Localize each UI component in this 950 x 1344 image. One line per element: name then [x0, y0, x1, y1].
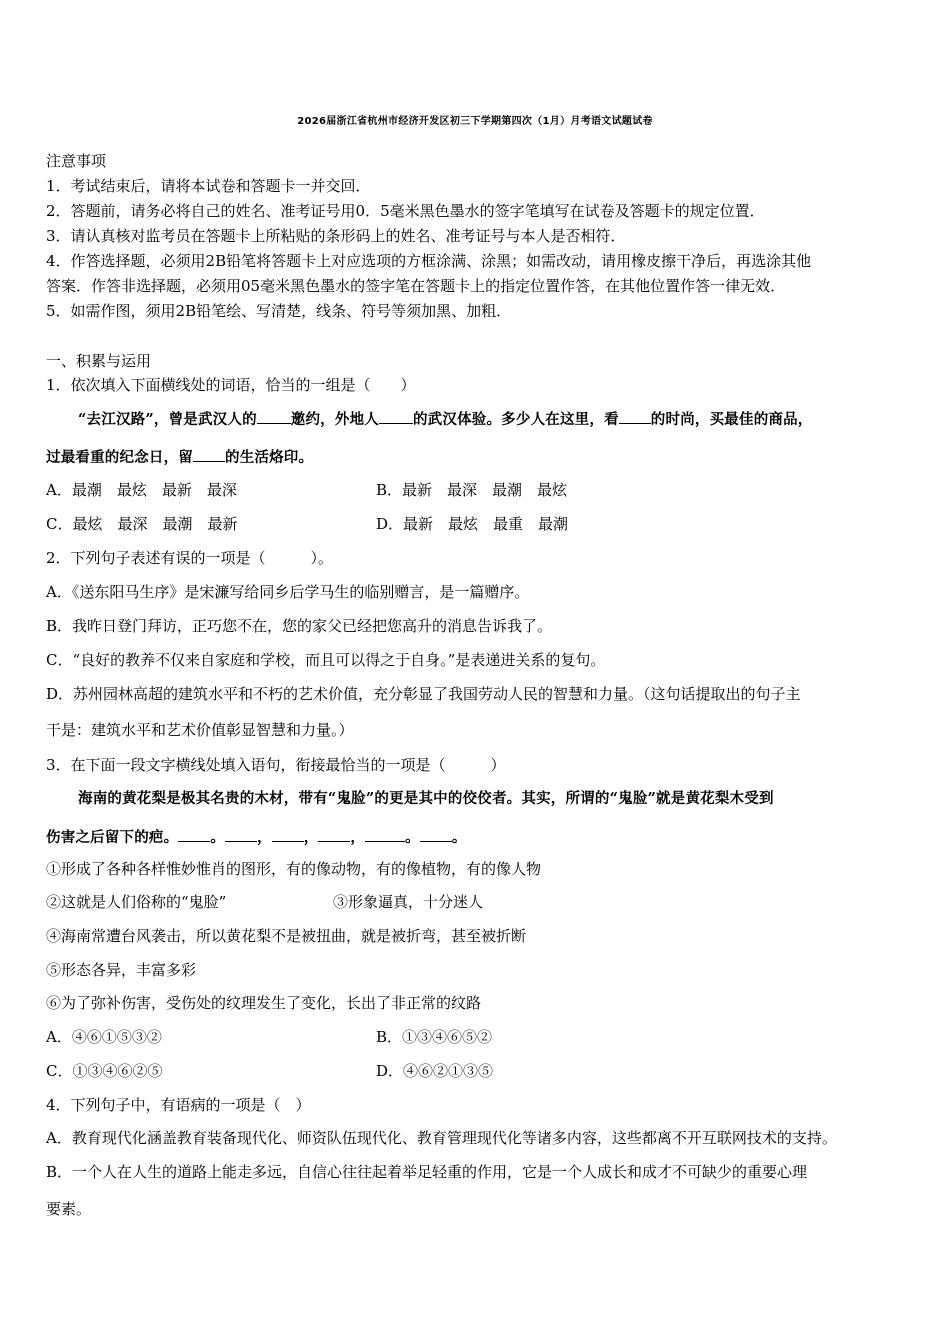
q3-item-3: ③形象逼真，十分迷人	[333, 893, 484, 911]
answer-blank	[178, 827, 210, 842]
q1-stem: 1．依次填入下面横线处的词语，恰当的一组是（ ）	[46, 376, 416, 394]
q1-option-d: D．最新 最炫 最重 最潮	[376, 515, 569, 533]
q1-passage-text: 过最看重的纪念日，留	[46, 449, 193, 466]
notice-item-3: 3．请认真核对监考员在答题卡上所粘贴的条形码上的姓名、准考证号与本人是否相符．	[46, 227, 626, 245]
q3-item-4: ④海南常遭台风袭击，所以黄花梨不是被扭曲，就是被折弯，甚至被折断	[46, 927, 527, 945]
answer-blank	[619, 409, 651, 424]
q3-passage-line2	[46, 827, 467, 848]
answer-blank	[318, 827, 350, 842]
q2-option-b: B．我昨日登门拜访，正巧您不在，您的家父已经把您高升的消息告诉我了。	[46, 617, 553, 635]
q1-passage-text: 邀约，外地人	[290, 411, 379, 428]
q3-option-a: A．④⑥①⑤③②	[46, 1028, 162, 1046]
q3-option-d: D．④⑥②①③⑤	[376, 1062, 494, 1080]
answer-blank	[225, 827, 257, 842]
punctuation: ，	[350, 829, 366, 846]
answer-blank	[420, 827, 452, 842]
punctuation: ，	[303, 829, 319, 846]
q4-option-a: A．教育现代化涵盖教育装备现代化、师资队伍现代化、教育管理现代化等诸多内容，这些都离不开互联网技术的支持。	[46, 1129, 837, 1147]
q3-item-5: ⑤形态各异，丰富多彩	[46, 961, 197, 979]
q1-passage-text: “去江汉路”，曾是武汉人的	[78, 411, 257, 428]
page-title: 2026届浙江省杭州市经济开发区初三下学期第四次（1月）月考语文试题试卷	[297, 116, 653, 127]
q1-passage-line1	[78, 409, 813, 430]
notice-item-4-cont: 答案．作答非选择题，必须用05毫米黑色墨水的签字笔在答题卡上的指定位置作答，在其他位置作答一律无效．	[46, 277, 786, 295]
q3-item-1: ①形成了各种各样惟妙惟肖的图形，有的像动物，有的像植物，有的像人物	[46, 860, 542, 878]
q1-option-b: B．最新 最深 最潮 最炫	[376, 481, 568, 499]
q1-passage-text: 的生活烙印。	[225, 449, 314, 466]
notice-heading: 注意事项	[46, 152, 107, 170]
q1-option-c: C．最炫 最深 最潮 最新	[46, 515, 238, 533]
q1-passage-line2	[46, 447, 313, 468]
punctuation: 。	[405, 829, 420, 846]
notice-item-5: 5．如需作图，须用2B铅笔绘、写清楚，线条、符号等须加黑、加粗．	[46, 302, 512, 320]
notice-item-2: 2．答题前，请务必将自己的姓名、准考证号用0．5毫米黑色墨水的签字笔填写在试卷及答题卡的规定位置．	[46, 202, 765, 220]
q2-stem: 2．下列句子表述有误的一项是（ ）。	[46, 549, 334, 567]
q3-passage-text: 伤害之后留下的疤。	[46, 829, 179, 846]
q2-option-d-cont: 干是：建筑水平和艺术价值彰显智慧和力量。）	[46, 721, 354, 739]
q1-passage-text: 的武汉体验。多少人在这里，看	[412, 411, 619, 428]
q3-passage-line1: 海南的黄花梨是极其名贵的木材，带有“鬼脸”的更是其中的佼佼者。其实，所谓的“鬼脸”就是黄花梨木受到	[78, 790, 774, 807]
q1-option-a: A．最潮 最炫 最新 最深	[46, 481, 237, 499]
punctuation: 。	[210, 829, 226, 846]
q3-item-6: ⑥为了弥补伤害，受伤处的纹理发生了变化，长出了非正常的纹路	[46, 994, 482, 1012]
q2-option-c: C．“良好的教养不仅来自家庭和学校，而且可以得之于自身。”是表递进关系的复句。	[46, 651, 606, 669]
answer-blank	[272, 827, 304, 842]
answer-blank	[193, 447, 225, 462]
punctuation: 。	[451, 829, 467, 846]
q3-option-c: C．①③④⑥②⑤	[46, 1062, 163, 1080]
q4-option-b: B．一个人在人生的道路上能走多远，自信心往往起着举足轻重的作用，它是一个人成长和成才不可缺少的重要心理	[46, 1163, 808, 1181]
q2-option-a: A．《送东阳马生序》是宋濂写给同乡后学马生的临别赠言，是一篇赠序。	[46, 583, 530, 601]
notice-item-4: 4．作答选择题，必须用2B铅笔将答题卡上对应选项的方框涂满、涂黑；如需改动，请用橡皮擦干净后，再选涂其他	[46, 252, 812, 270]
q1-passage-text: 的时尚，买最佳的商品，	[650, 411, 813, 428]
q3-stem: 3．在下面一段文字横线处填入语句，衔接最恰当的一项是（ ）	[46, 756, 506, 774]
q2-option-d: D．苏州园林高超的建筑水平和不朽的艺术价值，充分彰显了我国劳动人民的智慧和力量。（这句话提取出的句子主	[46, 685, 801, 703]
answer-blank	[365, 827, 405, 842]
notice-item-1: 1．考试结束后，请将本试卷和答题卡一并交回．	[46, 177, 371, 195]
section-heading: 一、积累与运用	[46, 352, 152, 370]
q4-stem: 4．下列句子中，有语病的一项是（ ）	[46, 1096, 311, 1114]
answer-blank	[379, 409, 413, 424]
punctuation: ，	[257, 829, 272, 846]
answer-blank	[257, 409, 291, 424]
q3-option-b: B．①③④⑥⑤②	[376, 1028, 493, 1046]
q3-item-2: ②这就是人们俗称的“鬼脸”	[46, 893, 227, 911]
q4-option-b-cont: 要素。	[46, 1200, 92, 1218]
